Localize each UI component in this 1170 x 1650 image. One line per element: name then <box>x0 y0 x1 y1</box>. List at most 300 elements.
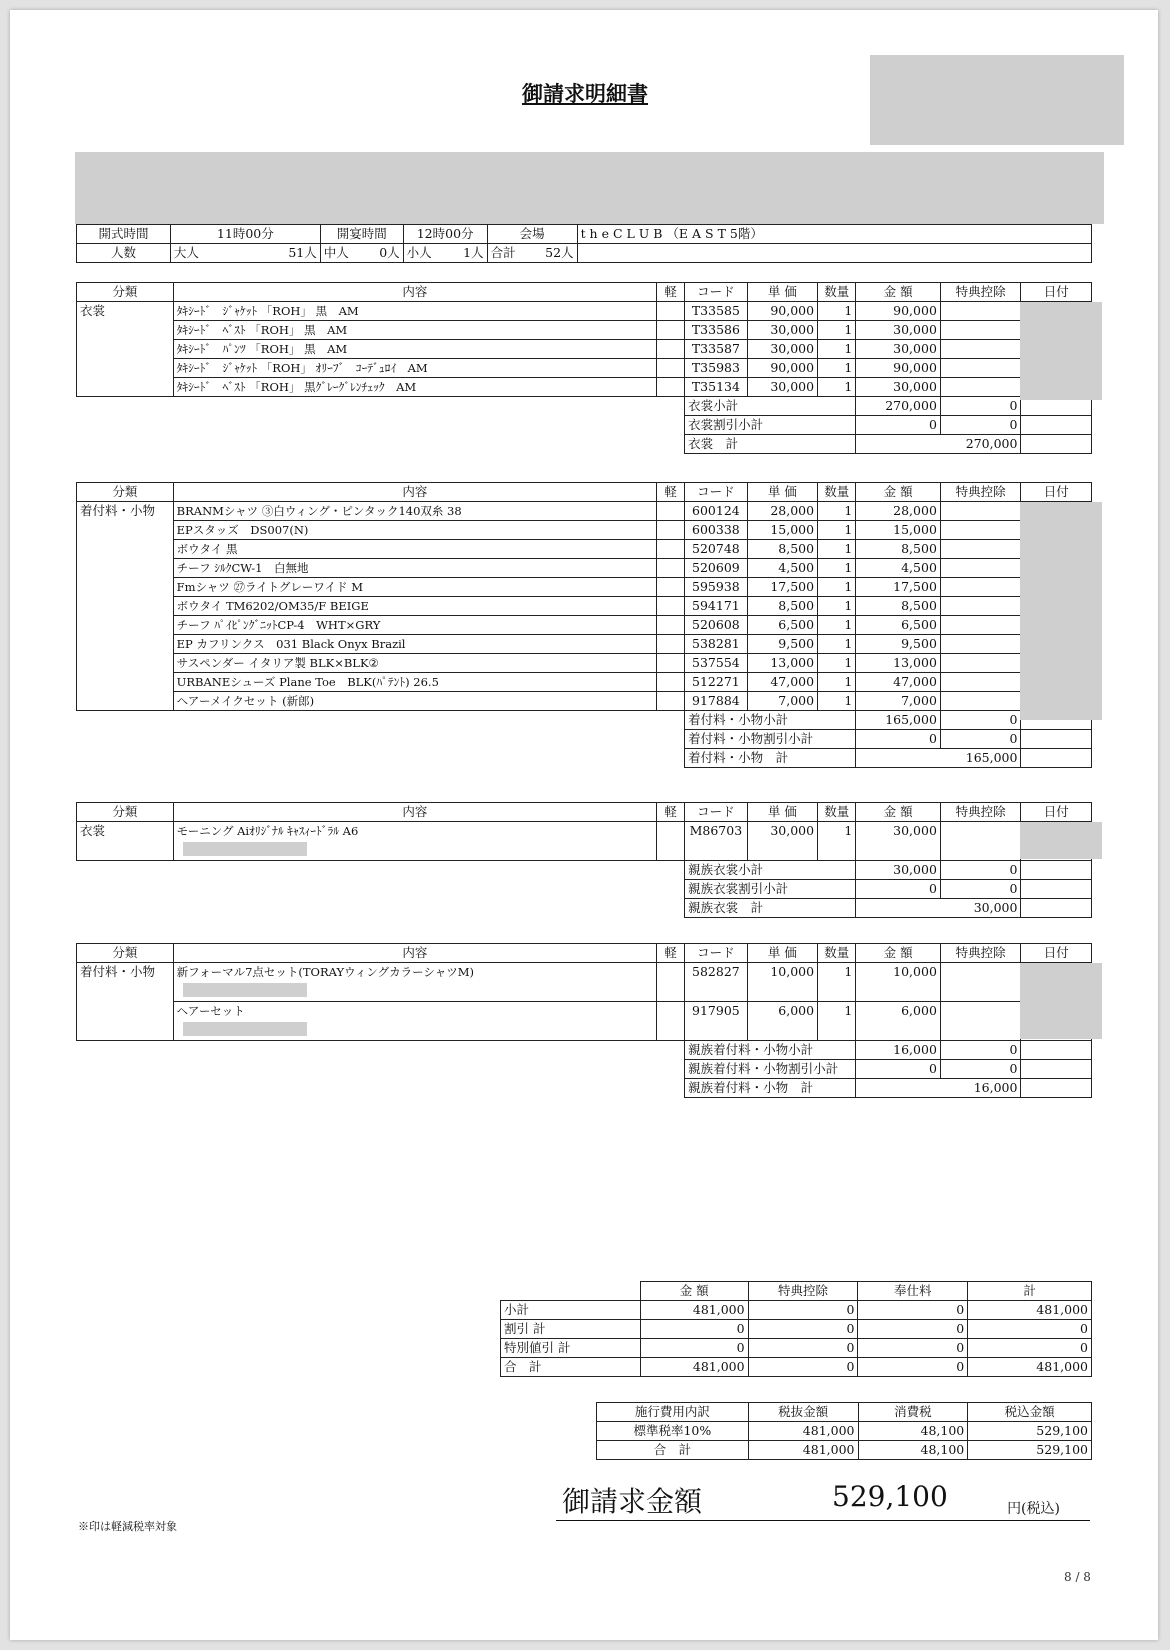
light-tax-mark <box>656 822 684 861</box>
subtotal-amount: 270,000 <box>856 397 941 416</box>
deduction <box>940 302 1021 321</box>
item-name <box>173 635 656 654</box>
column-header: コード <box>685 483 747 502</box>
unit-price: 8,500 <box>747 597 817 616</box>
amount: 47,000 <box>856 673 941 692</box>
summary-row-label: 割引 計 <box>501 1320 641 1339</box>
deduction <box>940 822 1021 861</box>
summary-cell: 0 <box>858 1301 968 1320</box>
item-name <box>173 654 656 673</box>
amount: 4,500 <box>856 559 941 578</box>
grand-total-label: 御請求金額 <box>562 1485 703 1518</box>
summary-cell: 0 <box>968 1339 1092 1358</box>
subtotal-deduction: 0 <box>940 730 1021 749</box>
column-header: コード <box>685 283 747 302</box>
tax-header: 施行費用内訳 <box>597 1403 749 1422</box>
page-title: 御請求明細書 <box>522 81 648 106</box>
tax-row-label: 合 計 <box>597 1441 749 1460</box>
item-name <box>173 673 656 692</box>
deduction <box>940 502 1021 521</box>
redacted-block <box>183 842 307 856</box>
quantity: 1 <box>818 692 856 711</box>
item-name <box>173 559 656 578</box>
light-tax-mark <box>656 635 684 654</box>
subtotal-label: 親族着付料・小物 計 <box>685 1079 856 1098</box>
item-name-text: 新フォーマル7点セット(TORAYウィングカラーシャツM) <box>176 965 474 979</box>
start-label: 開式時間 <box>77 225 171 244</box>
column-header: 単 価 <box>747 803 817 822</box>
summary-header: 奉仕料 <box>858 1282 968 1301</box>
item-code: T33587 <box>685 340 747 359</box>
deduction <box>940 597 1021 616</box>
subtotal-amount: 16,000 <box>856 1041 941 1060</box>
column-header: 単 価 <box>747 483 817 502</box>
item-name <box>173 963 656 1002</box>
light-tax-mark <box>656 502 684 521</box>
deduction <box>940 340 1021 359</box>
column-header: 軽 <box>656 483 684 502</box>
item-name-text: モーニング Aiｵﾘｼﾞﾅﾙ ｷｬｽｨｰﾄﾞﾗﾙ A6 <box>176 824 359 838</box>
amount: 9,500 <box>856 635 941 654</box>
light-tax-mark <box>656 559 684 578</box>
start-time: 11時00分 <box>170 225 320 244</box>
table-row <box>77 340 1092 359</box>
tax-table <box>596 1402 1092 1460</box>
item-code: 537554 <box>685 654 747 673</box>
item-name <box>173 521 656 540</box>
light-tax-mark <box>656 597 684 616</box>
item-name <box>173 822 656 861</box>
deduction <box>940 635 1021 654</box>
redacted-block <box>870 55 1124 145</box>
light-tax-mark <box>656 673 684 692</box>
unit-price: 28,000 <box>747 502 817 521</box>
column-header: 日付 <box>1021 944 1092 963</box>
item-code: 600124 <box>685 502 747 521</box>
tax-cell: 529,100 <box>968 1441 1092 1460</box>
amount: 30,000 <box>856 378 941 397</box>
subtotal-deduction: 0 <box>940 880 1021 899</box>
unit-price: 9,500 <box>747 635 817 654</box>
section-total: 270,000 <box>856 435 1021 454</box>
quantity: 1 <box>818 597 856 616</box>
total-count: 52人 <box>527 244 577 263</box>
subtotal-row <box>77 749 1092 768</box>
summary-header: 計 <box>968 1282 1092 1301</box>
deduction <box>940 1002 1021 1041</box>
items-table <box>76 482 1092 768</box>
subtotal-row <box>77 416 1092 435</box>
category-cell: 衣裳 <box>77 302 174 397</box>
item-name-text: ボウタイ 黒 <box>176 542 238 556</box>
middle-label: 中人 <box>320 244 360 263</box>
subtotal-amount: 165,000 <box>856 711 941 730</box>
summary-cell: 0 <box>968 1320 1092 1339</box>
item-name-text: BRANMシャツ ③白ウィング・ピンタック140双糸 38 <box>176 504 462 518</box>
column-header: コード <box>685 803 747 822</box>
items-table <box>76 943 1092 1098</box>
table-row <box>77 521 1092 540</box>
section-total: 30,000 <box>856 899 1021 918</box>
quantity: 1 <box>818 578 856 597</box>
subtotal-row <box>77 435 1092 454</box>
item-name-text: チーフ ﾊﾟｲﾋﾟﾝｸﾞﾆｯﾄCP-4 WHT×GRY <box>176 618 381 632</box>
subtotal-label: 着付料・小物割引小計 <box>685 730 856 749</box>
table-row <box>77 321 1092 340</box>
item-code: 520609 <box>685 559 747 578</box>
summary-header: 金 額 <box>640 1282 748 1301</box>
subtotal-row <box>77 1079 1092 1098</box>
section-total: 16,000 <box>856 1079 1021 1098</box>
table-row <box>77 302 1092 321</box>
tax-cell: 481,000 <box>748 1422 858 1441</box>
column-header: 日付 <box>1021 483 1092 502</box>
item-name <box>173 340 656 359</box>
grand-total-amount: 529,100 <box>832 1480 948 1513</box>
quantity: 1 <box>818 822 856 861</box>
item-name-text: ﾀｷｼｰﾄﾞ ﾍﾞｽﾄ 「ROH」 黒 AM <box>176 323 348 337</box>
adult-count: 51人 <box>236 244 320 263</box>
light-tax-mark <box>656 521 684 540</box>
column-header: 日付 <box>1021 283 1092 302</box>
subtotal-row <box>77 1060 1092 1079</box>
deduction <box>940 616 1021 635</box>
redacted-block <box>183 1022 307 1036</box>
amount: 6,500 <box>856 616 941 635</box>
tax-cell: 48,100 <box>858 1441 968 1460</box>
total-label: 合計 <box>487 244 527 263</box>
amount: 8,500 <box>856 540 941 559</box>
tax-header: 税抜金額 <box>748 1403 858 1422</box>
amount: 8,500 <box>856 597 941 616</box>
unit-price: 7,000 <box>747 692 817 711</box>
item-name <box>173 321 656 340</box>
subtotal-amount: 0 <box>856 416 941 435</box>
tax-row-label: 標準税率10% <box>597 1422 749 1441</box>
column-header: 特典控除 <box>940 944 1021 963</box>
table-row <box>77 1002 1092 1041</box>
page-number: 8 / 8 <box>1064 1570 1091 1584</box>
column-header: 数量 <box>818 483 856 502</box>
item-name-text: EPスタッズ DS007(N) <box>176 523 309 537</box>
tax-cell: 48,100 <box>858 1422 968 1441</box>
light-tax-mark <box>656 692 684 711</box>
column-header: 数量 <box>818 944 856 963</box>
amount: 15,000 <box>856 521 941 540</box>
deduction <box>940 540 1021 559</box>
unit-price: 15,000 <box>747 521 817 540</box>
items-table <box>76 282 1092 454</box>
unit-price: 90,000 <box>747 359 817 378</box>
light-tax-mark <box>656 654 684 673</box>
item-code: T33586 <box>685 321 747 340</box>
summary-row-label: 小計 <box>501 1301 641 1320</box>
column-header: 単 価 <box>747 944 817 963</box>
quantity: 1 <box>818 359 856 378</box>
item-name-text: URBANEシューズ Plane Toe BLK(ﾊﾟﾃﾝﾄ) 26.5 <box>176 675 439 689</box>
item-name-text: チーフ ｼﾙｸCW-1 白無地 <box>176 561 309 575</box>
quantity: 1 <box>818 521 856 540</box>
tax-header: 消費税 <box>858 1403 968 1422</box>
item-code: 917905 <box>685 1002 747 1041</box>
redacted-block <box>75 152 1104 224</box>
quantity: 1 <box>818 302 856 321</box>
unit-price: 10,000 <box>747 963 817 1002</box>
column-header: 特典控除 <box>940 803 1021 822</box>
unit-price: 8,500 <box>747 540 817 559</box>
summary-cell: 0 <box>858 1358 968 1377</box>
table-row <box>77 822 1092 861</box>
summary-row-label: 特別値引 計 <box>501 1339 641 1358</box>
amount: 30,000 <box>856 321 941 340</box>
subtotal-label: 親族衣裳小計 <box>685 861 856 880</box>
subtotal-row <box>77 861 1092 880</box>
summary-cell: 0 <box>748 1339 858 1358</box>
quantity: 1 <box>818 654 856 673</box>
tax-cell: 529,100 <box>968 1422 1092 1441</box>
unit-price: 4,500 <box>747 559 817 578</box>
column-header: 特典控除 <box>940 283 1021 302</box>
summary-cell: 481,000 <box>640 1358 748 1377</box>
redacted-block <box>1020 502 1102 720</box>
amount: 90,000 <box>856 359 941 378</box>
item-code: M86703 <box>685 822 747 861</box>
summary-cell: 481,000 <box>968 1358 1092 1377</box>
table-row <box>77 559 1092 578</box>
item-name-text: ﾀｷｼｰﾄﾞ ﾊﾟﾝﾂ 「ROH」 黒 AM <box>176 342 348 356</box>
subtotal-amount: 0 <box>856 730 941 749</box>
tax-note: ※印は軽減税率対象 <box>78 1520 177 1533</box>
item-name <box>173 597 656 616</box>
deduction <box>940 321 1021 340</box>
small-label: 小人 <box>403 244 443 263</box>
subtotal-label: 親族衣裳 計 <box>685 899 856 918</box>
adult-label: 大人 <box>170 244 236 263</box>
item-code: 520748 <box>685 540 747 559</box>
item-code: 595938 <box>685 578 747 597</box>
table-row <box>77 616 1092 635</box>
item-name-text: サスペンダー イタリア製 BLK×BLK② <box>176 656 379 670</box>
summary-cell: 0 <box>748 1301 858 1320</box>
subtotal-amount: 30,000 <box>856 861 941 880</box>
subtotal-deduction: 0 <box>940 416 1021 435</box>
subtotal-label: 親族衣裳割引小計 <box>685 880 856 899</box>
subtotal-label: 着付料・小物小計 <box>685 711 856 730</box>
table-row <box>77 635 1092 654</box>
unit-price: 17,500 <box>747 578 817 597</box>
table-row <box>77 673 1092 692</box>
item-code: 582827 <box>685 963 747 1002</box>
redacted-block <box>183 983 307 997</box>
unit-price: 6,500 <box>747 616 817 635</box>
column-header: 内容 <box>173 283 656 302</box>
subtotal-label: 衣裳 計 <box>685 435 856 454</box>
item-code: 538281 <box>685 635 747 654</box>
column-header: 数量 <box>818 803 856 822</box>
tax-header: 税込金額 <box>968 1403 1092 1422</box>
item-name <box>173 302 656 321</box>
deduction <box>940 963 1021 1002</box>
subtotal-amount: 0 <box>856 880 941 899</box>
subtotal-row <box>77 397 1092 416</box>
item-name-text: ボウタイ TM6202/OM35/F BEIGE <box>176 599 369 613</box>
amount: 13,000 <box>856 654 941 673</box>
quantity: 1 <box>818 559 856 578</box>
quantity: 1 <box>818 616 856 635</box>
column-header: コード <box>685 944 747 963</box>
quantity: 1 <box>818 502 856 521</box>
subtotal-row <box>77 711 1092 730</box>
deduction <box>940 559 1021 578</box>
column-header: 内容 <box>173 483 656 502</box>
column-header: 分類 <box>77 483 174 502</box>
subtotal-deduction: 0 <box>940 1041 1021 1060</box>
subtotal-label: 親族着付料・小物割引小計 <box>685 1060 856 1079</box>
unit-price: 47,000 <box>747 673 817 692</box>
item-name-text: ヘアーメイクセット (新郎) <box>176 694 315 708</box>
item-code: 917884 <box>685 692 747 711</box>
category-cell: 衣裳 <box>77 822 174 861</box>
quantity: 1 <box>818 673 856 692</box>
subtotal-label: 親族着付料・小物小計 <box>685 1041 856 1060</box>
light-tax-mark <box>656 578 684 597</box>
count-label: 人数 <box>77 244 171 263</box>
subtotal-deduction: 0 <box>940 397 1021 416</box>
middle-count: 0人 <box>360 244 403 263</box>
column-header: 金 額 <box>856 944 941 963</box>
amount: 28,000 <box>856 502 941 521</box>
summary-table <box>500 1281 1092 1377</box>
column-header: 特典控除 <box>940 483 1021 502</box>
item-name <box>173 359 656 378</box>
summary-cell: 481,000 <box>968 1301 1092 1320</box>
party-label: 開宴時間 <box>320 225 403 244</box>
item-code: T33585 <box>685 302 747 321</box>
category-cell: 着付料・小物 <box>77 502 174 711</box>
quantity: 1 <box>818 635 856 654</box>
amount: 6,000 <box>856 1002 941 1041</box>
unit-price: 13,000 <box>747 654 817 673</box>
grand-total <box>556 1476 1090 1521</box>
summary-cell: 0 <box>748 1320 858 1339</box>
summary-cell: 0 <box>858 1339 968 1358</box>
amount: 10,000 <box>856 963 941 1002</box>
ceremony-info-table <box>76 224 1092 263</box>
summary-header: 特典控除 <box>748 1282 858 1301</box>
light-tax-mark <box>656 540 684 559</box>
unit-price: 90,000 <box>747 302 817 321</box>
table-row <box>77 578 1092 597</box>
item-name <box>173 378 656 397</box>
item-name-text: ヘアーセット <box>176 1004 245 1018</box>
subtotal-row <box>77 899 1092 918</box>
redacted-block <box>1020 302 1102 400</box>
table-row <box>77 359 1092 378</box>
item-code: T35983 <box>685 359 747 378</box>
unit-price: 30,000 <box>747 822 817 861</box>
subtotal-label: 衣裳割引小計 <box>685 416 856 435</box>
column-header: 内容 <box>173 944 656 963</box>
light-tax-mark <box>656 302 684 321</box>
amount: 30,000 <box>856 340 941 359</box>
light-tax-mark <box>656 1002 684 1041</box>
redacted-block <box>1020 963 1102 1039</box>
grand-total-unit: 円(税込) <box>1007 1501 1060 1517</box>
column-header: 日付 <box>1021 803 1092 822</box>
amount: 30,000 <box>856 822 941 861</box>
venue-label: 会場 <box>487 225 577 244</box>
subtotal-deduction: 0 <box>940 1060 1021 1079</box>
amount: 90,000 <box>856 302 941 321</box>
redacted-block <box>1020 822 1102 859</box>
column-header: 数量 <box>818 283 856 302</box>
column-header: 軽 <box>656 803 684 822</box>
deduction <box>940 359 1021 378</box>
items-table <box>76 802 1092 918</box>
item-code: T35134 <box>685 378 747 397</box>
deduction <box>940 521 1021 540</box>
subtotal-deduction: 0 <box>940 861 1021 880</box>
table-row <box>77 502 1092 521</box>
unit-price: 30,000 <box>747 378 817 397</box>
quantity: 1 <box>818 1002 856 1041</box>
item-name <box>173 692 656 711</box>
column-header: 分類 <box>77 283 174 302</box>
quantity: 1 <box>818 963 856 1002</box>
deduction <box>940 378 1021 397</box>
deduction <box>940 578 1021 597</box>
deduction <box>940 692 1021 711</box>
item-code: 600338 <box>685 521 747 540</box>
light-tax-mark <box>656 340 684 359</box>
unit-price: 30,000 <box>747 340 817 359</box>
item-name <box>173 578 656 597</box>
item-name <box>173 616 656 635</box>
subtotal-label: 衣裳小計 <box>685 397 856 416</box>
subtotal-row <box>77 1041 1092 1060</box>
item-name-text: EP カフリンクス 031 Black Onyx Brazil <box>176 637 406 651</box>
quantity: 1 <box>818 378 856 397</box>
subtotal-amount: 0 <box>856 1060 941 1079</box>
table-row <box>77 597 1092 616</box>
column-header: 単 価 <box>747 283 817 302</box>
item-name-text: ﾀｷｼｰﾄﾞ ｼﾞｬｹｯﾄ 「ROH」 黒 AM <box>176 304 359 318</box>
summary-row-label: 合 計 <box>501 1358 641 1377</box>
light-tax-mark <box>656 378 684 397</box>
item-code: 512271 <box>685 673 747 692</box>
light-tax-mark <box>656 321 684 340</box>
unit-price: 30,000 <box>747 321 817 340</box>
column-header: 金 額 <box>856 283 941 302</box>
party-time: 12時00分 <box>403 225 487 244</box>
item-name-text: ﾀｷｼｰﾄﾞ ﾍﾞｽﾄ 「ROH」 黒ｸﾞﾚｰｸﾞﾚﾝﾁｪｯｸ AM <box>176 380 417 394</box>
subtotal-row <box>77 880 1092 899</box>
light-tax-mark <box>656 359 684 378</box>
light-tax-mark <box>656 616 684 635</box>
column-header: 金 額 <box>856 803 941 822</box>
table-row <box>77 654 1092 673</box>
tax-cell: 481,000 <box>748 1441 858 1460</box>
light-tax-mark <box>656 963 684 1002</box>
column-header: 分類 <box>77 944 174 963</box>
amount: 17,500 <box>856 578 941 597</box>
summary-cell: 0 <box>748 1358 858 1377</box>
deduction <box>940 673 1021 692</box>
table-row <box>77 378 1092 397</box>
quantity: 1 <box>818 340 856 359</box>
section-total: 165,000 <box>856 749 1021 768</box>
item-code: 594171 <box>685 597 747 616</box>
